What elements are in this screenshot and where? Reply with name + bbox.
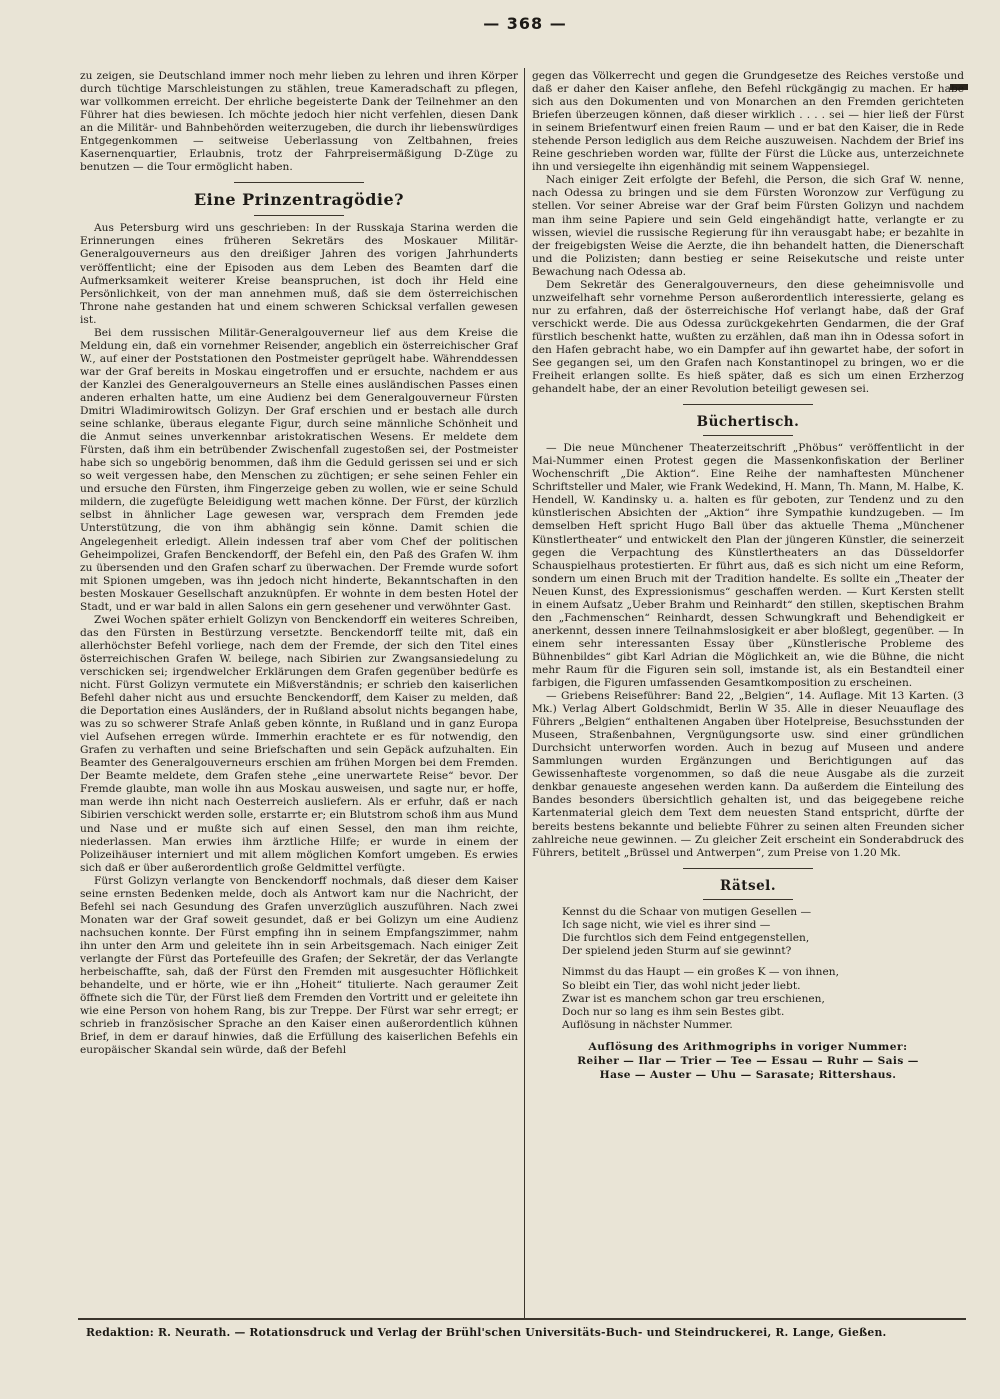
article-title: Eine Prinzentragödie? [193,190,405,210]
article-paragraph: Nach einiger Zeit erfolgte der Befehl, die Person, die sich Graf W. nenne, nach Odessa zu bringen und sie dem Fürsten Woronzow zur Verfügung zu stellen. Vor seiner Abreise war der Graf beim Fürsten Golizyn und nachdem man ihm seine Papiere und sein Geld eingehändigt hatte, verlangte er zu wissen, wieviel die russische Regierung für ihn verausgabt habe; er bezahlte in der freigebigsten Weise die Aerzte, die ihn behandelt hatten, die Dienerschaft und die Polizisten; dann bestieg er seine Reisekutsche und reiste unter Bewachung nach Odessa ab. [532,174,964,278]
section-rule [683,404,813,405]
footer-rule [78,1318,966,1320]
article-paragraph: Fürst Golizyn verlangte von Benckendorff nochmals, daß dieser dem Kaiser seine ernsten Bedenken melde, doch als Antwort kam nur die Nachricht, der Befehl sei nach Gesundung des Grafen unverzüglich auszuführen. Nach zwei Monaten war der Graf soweit gesundet, daß er bei Golizyn um eine Audienz nachsuchen konnte. Der Fürst empfing ihn in seinem Empfangszimmer, nahm ihn unter den Arm und geleitete ihn in sein Arbeitsgemach. Nach einiger Zeit verlangte der Fürst das Portefeuille des Grafen; der Sekretär, der das Verlangte herbeischaffte, sah, daß der Fürst den Fremden mit ausgesuchter Höflichkeit behandelte, und er hörte, wie er ihn „Hoheit“ titulierte. Nach geraumer Zeit öffnete sich die Tür, der Fürst ließ dem Fremden den Vortritt und er geleitete ihn wie eine Person von hohem Rang, bis zur Treppe. Der Fürst war sehr erregt; er schrieb in französischer Sprache an den Kaiser einen außerordentlich kühnen Brief, in dem er darauf hinwies, daß die Erfüllung des kaiserlichen Befehls ein europäischer Skandal sein würde, daß der Befehl [80,874,518,1057]
article-paragraph: Zwei Wochen später erhielt Golizyn von Benckendorff ein weiteres Schreiben, das den Fürsten in Bestürzung versetzte. Benckendorff teilte mit, daß ein allerhöchster Befehl vorliege, nach dem der Fremde, der sich den Titel eines österreichischen Grafen W. beilege, nach Sibirien zur Zwangsansiedelung zu verschicken sei; irgendwelcher Erklärungen dem Grafen gegenüber bedürfe es nicht. Fürst Golizyn vermutete ein Mißverständnis; er schrieb den kaiserlichen Befehl daher nicht aus und ersuchte Benckendorff, dem Kaiser zu melden, daß die Deportation eines Ausländers, der in Rußland absolut nichts begangen habe, was zu so schwerer Strafe Anlaß geben könnte, in Rußland und in ganz Europa viel Aufsehen erregen würde. Immerhin erachtete er es für notwendig, den Grafen zu verhaften und seine Briefschaften und sein Gepäck aufzuhalten. Ein Beamter des Generalgouverneurs erschien am frühen Morgen bei dem Fremden. Der Beamte meldete, dem Grafen stehe „eine unerwartete Reise“ bevor. Der Fremde glaubte, man wolle ihn aus Moskau ausweisen, und sagte nur, er hoffe, man werde ihn nicht nach Oesterreich ausliefern. Als er erfuhr, daß er nach Sibirien verschickt werden solle, erstarrte er; ein Blutstrom schoß ihm aus Mund und Nase und er mußte sich auf einen Sessel, den man ihm reichte, niederlassen. Man erwies ihm ärztliche Hilfe; er wurde in einem der Polizeihäuser interniert und mit allem möglichen Komfort umgeben. Es erwies sich daß er über außerordentlich große Geldmittel verfügte. [80,613,518,874]
imprint-footer: Redaktion: R. Neurath. — Rotationsdruck und Verlag der Brühl'schen Universitäts-Buch- und Steindruckerei, R. Lange, Gießen. [86,1326,887,1339]
poem-line: Die furchtlos sich dem Feind entgegenstellen, [562,932,810,945]
title-underline [254,215,344,216]
riddle-solution-note: Auflösung in nächster Nummer. [562,1019,733,1032]
riddle-stanza [562,906,964,959]
riddle-poem [562,906,964,1033]
poem-line: So bleibt ein Tier, das wohl nicht jeder liebt. [562,979,801,992]
riddle-title-underline [703,899,793,900]
article-continuation: gegen das Völkerrecht und gegen die Grundgesetze des Reiches verstoße und daß er daher den Kaiser anflehe, den Befehl rückgängig zu machen. Er habe sich aus den Dokumenten und von Monarchen an den Fremden gerichteten Briefen überzeugen können, daß dieser wirklich . . . . sei — hier ließ der Fürst in seinem Briefentwurf einen freien Raum — und er bat den Kaiser, die in Rede stehende Person lediglich aus dem Reiche auszuweisen. Nachdem der Brief ins Reine geschrieben worden war, füllte der Fürst die Lücke aus, unterzeichnete ihn und versiegelte ihn eigenhändig mit seinem Wappensiegel. [532,70,964,174]
answer-line: Hase — Auster — Uhu — Sarasate; Rittershaus. [599,1068,897,1081]
answer-line: Reiher — Ilar — Trier — Tee — Essau — Ruhr — Sais — [577,1054,919,1067]
poem-line: Ich sage nicht, wie viel es ihrer sind — [562,918,771,931]
poem-line: Zwar ist es manchem schon gar treu erschienen, [562,992,825,1005]
left-column [80,70,518,1320]
article-paragraph: Dem Sekretär des Generalgouverneurs, den diese geheimnisvolle und unzweifelhaft sehr vornehme Person außerordentlich interessierte, gelang es nur zu erfahren, daß der österreichische Hof verlangt habe, daß der Graf verschickt werde. Die aus Odessa zurückgekehrten Gendarmen, die der Graf fürstlich beschenkt hatte, wußten zu erzählen, daß man ihn in Odessa sofort in den Hafen gebracht habe, wo ein Dampfer auf ihn gewartet habe, der sofort in See gegangen sei, um den Grafen nach Konstantinopel zu bringen, wo er die Freiheit erlangen sollte. Es hieß später, daß es sich um einen Erzherzog gehandelt habe, der an einer Revolution beteiligt gewesen sei. [532,278,964,396]
riddle-title: Rätsel. [719,877,777,894]
right-column [532,70,964,1320]
section-rule [683,868,813,869]
poem-line: Nimmst du das Haupt — ein großes K — von ihnen, [562,966,839,979]
book-review: — Die neue Münchener Theaterzeitschrift „Phöbus“ veröffentlicht in der Mai-Nummer einen Protest gegen die Massenkonfiskation der Berliner Wochenschrift „Die Aktion“. Eine Reihe der namhaftesten Münchener Schriftsteller und Maler, wie Frank Wedekind, H. Mann, Th. Mann, M. Halbe, K. Hendell, W. Kandinsky u. a. halten es für geboten, zur Tendenz und zu den künstlerischen Absichten der „Aktion“ ihre Sympathie kundzugeben. — Im demselben Heft spricht Hugo Ball über das aktuelle Thema „Münchener Künstlertheater“ und entwickelt den Plan der jüngeren Künstler, die seinerzeit gegen die Verpachtung des Künstlertheaters an das Düsseldorfer Schauspielhaus protestierten. Er führt aus, daß es sich nicht um eine Reform, sondern um einen Bruch mit der Tradition handelte. Es sollte ein „Theater der Neuen Kunst, des Expressionismus“ geschaffen werden. — Kurt Kersten stellt in einem Aufsatz „Ueber Brahm und Reinhardt“ den stillen, skeptischen Brahm den „Fachmenschen“ Reinhardt, dessen Schwungkraft und Behendigkeit er anerkennt, dessen innere Teilnahmslosigkeit er aber bloßlegt, gegenüber. — In einem sehr interessanten Essay über „Künstlerische Probleme des Bühnenbildes“ gibt Karl Adrian die Möglichkeit an, wie die Bühne, die nicht mehr Raum für die Figuren sein soll, imstande ist, als ein Bestandteil einer farbigen, die Figuren umfassenden Gesamtkomposition zu erscheinen. [532,442,964,690]
page-number: — 368 — [483,14,567,33]
article-paragraph: Aus Petersburg wird uns geschrieben: In der Russkaja Starina werden die Erinnerungen eines früheren Sekretärs des Moskauer Militär-Generalgouverneurs aus den dreißiger Jahren des vorigen Jahrhunderts veröffentlicht; eine der Episoden aus dem Leben des Beamten darf die Aufmerksamkeit weiterer Kreise beanspruchen, ist doch ihr Held eine Persönlichkeit, von der man annehmen muß, daß sie dem österreichischen Throne nahe gestanden hat und einem schweren Schicksal verfallen gewesen ist. [80,222,518,326]
intro-paragraph: zu zeigen, sie Deutschland immer noch mehr lieben zu lehren und ihren Körper durch tüchtige Marschleistungen zu stählen, treue Kameradschaft zu pflegen, war vollkommen erreicht. Der ehrliche begeisterte Dank der Teilnehmer an den Führer hat dies bewiesen. Ich möchte jedoch hier nicht verfehlen, diesen Dank an die Militär- und Bahnbehörden weiterzugeben, die durch ihr liebenswürdiges Entgegenkommen — seitweise Ueberlassung von Zeltbahnen, freies Kasernenquartier, Erlaubnis, trotz der Fahrpreisermäßigung D-Züge zu benutzen — die Tour ermöglicht haben. [80,70,518,174]
column-divider [524,68,525,1320]
riddle-stanza [562,966,964,1032]
answer-title: Auflösung des Arithmogriphs in voriger Nummer: [588,1040,908,1053]
poem-line: Doch nur so lang es ihm sein Bestes gibt. [562,1006,785,1019]
article-paragraph: Bei dem russischen Militär-Generalgouverneur lief aus dem Kreise die Meldung ein, daß ein vornehmer Reisender, angeblich ein österreichischer Graf W., auf einer der Poststationen den Postmeister geprügelt habe. Währenddessen war der Graf bereits in Moskau eingetroffen und er ersuchte, nachdem er aus der Kanzlei des Generalgouverneurs an Stelle eines ausländischen Passes einen anderen erhalten hatte, um eine Audienz bei dem Generalgouverneur Fürsten Dmitri Wladimirowitsch Golizyn. Der Graf erschien und er bestach alle durch seine schlanke, überaus elegante Figur, durch seine männliche Schönheit und die Anmut seines unverkennbar aristokratischen Wesens. Er meldete dem Fürsten, daß ihm ein betrübender Zwischenfall zugestoßen sei, der Postmeister habe sich so ungebörig benommen, daß ihm die Geduld gerissen sei und er sich so weit vergessen habe, den Menschen zu züchtigen; er sehe seinen Fehler ein und ersuche den Fürsten, ihm Fingerzeige geben zu wollen, wie er seine Schuld mildern, die zugefügte Beleidigung wett machen könne. Der Fürst, der kürzlich selbst in ähnlicher Lage gewesen war, versprach dem Fremden jede Unterstützung, die von ihm abhängig sein könne. Damit schien die Angelegenheit erledigt. Allein indessen traf aber vom Chef der politischen Geheimpolizei, Grafen Benckendorff, der Befehl ein, den Paß des Grafen W. ihm zu übersenden und den Grafen scharf zu überwachen. Der Fremde wurde sofort mit Spionen umgeben, was ihn jedoch nicht hinderte, Bekanntschaften in den besten Moskauer Gesellschaft anzuknüpfen. Er wohnte in dem besten Hotel der Stadt, und er war bald in allen Salons ein gern gesehener und verwöhnter Gast. [80,326,518,613]
section-rule [234,182,364,183]
books-title-underline [703,435,793,436]
poem-line: Der spielend jeden Sturm auf sie gewinnt? [562,945,792,958]
books-title: Büchertisch. [696,414,800,431]
poem-line: Kennst du die Schaar von mutigen Gesellen — [562,905,812,918]
book-review: — Griebens Reiseführer: Band 22, „Belgien“, 14. Auflage. Mit 13 Karten. (3 Mk.) Verlag Albert Goldschmidt, Berlin W 35. Alle in dieser Neuauflage des Führers „Belgien“ enthaltenen Angaben über Hotelpreise, Besuchsstunden der Museen, Straßenbahnen, Vergnügungsorte usw. sind einer gründlichen Durchsicht unterworfen worden. Auch in bezug auf Museen und andere Sammlungen wurden Ergänzungen und Berichtigungen auf das Gewissenhafteste vorgenommen, so daß die neue Ausgabe als die zurzeit denkbar genaueste angesehen werden kann. Da außerdem die Einteilung des Bandes besonders übersichtlich gehalten ist, und das beigegebene reiche Kartenmaterial gleich dem Text dem neuesten Stand entspricht, dürfte der bereits bestens bekannte und beliebte Führer zu seinen alten Freunden sicher zahlreiche neue gewinnen. — Zu gleicher Zeit erscheint ein Sonderabdruck des Führers, betitelt „Brüssel und Antwerpen“, zum Preise von 1.20 Mk. [532,690,964,859]
